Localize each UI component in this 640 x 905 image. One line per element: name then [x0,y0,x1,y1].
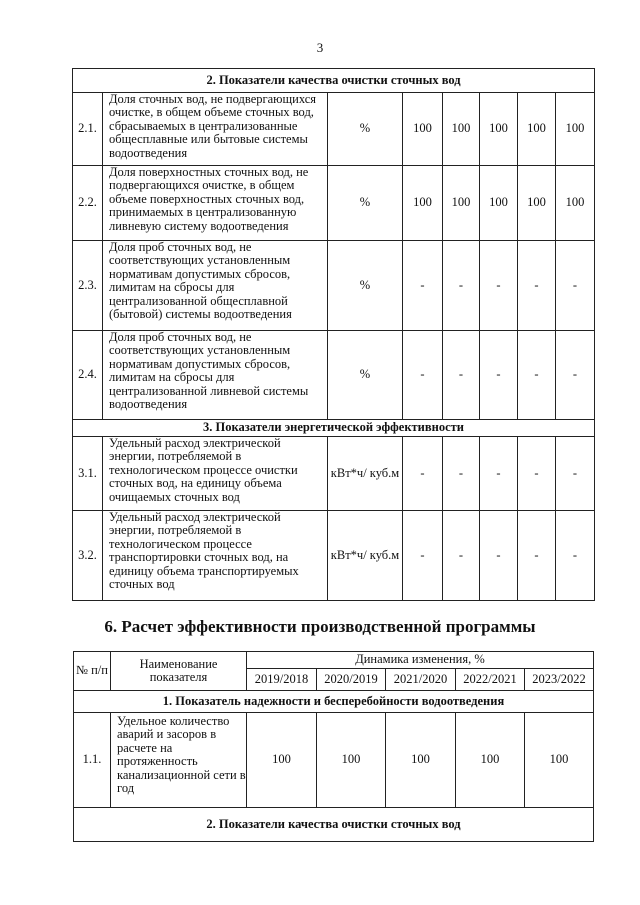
row-unit: кВт*ч/ куб.м [328,437,403,511]
row-value: - [518,437,556,511]
row-value: - [480,241,518,331]
row-value: - [556,511,595,601]
row-unit: кВт*ч/ куб.м [328,511,403,601]
row-value: - [403,437,443,511]
row-number: 3.1. [73,437,103,511]
table-row [73,437,595,511]
row-number: 2.4. [73,331,103,420]
header-year: 2021/2020 [386,669,456,691]
row-number: 2.2. [73,166,103,241]
row-value: - [443,437,480,511]
row-description: Доля поверхностных сточных вод, не подвергающихся очистке, в общем объеме поверхностных сточных вод, принимаемых в централизованную ливневую систему водоотведения [103,166,328,241]
row-description: Доля сточных вод, не подвергающихся очистке, в общем объеме сточных вод, сбрасываемых в централизованные общесплавные или бытовые системы водоотведения [103,93,328,166]
table-row [73,93,595,166]
header-year: 2023/2022 [525,669,594,691]
indicators-table [72,68,595,601]
header-name: Наименование показателя [111,652,247,691]
row-unit: % [328,166,403,241]
row-value: 100 [480,166,518,241]
row-value: 100 [403,93,443,166]
section-6-title: 6. Расчет эффективности производственной программы [104,617,536,636]
row-value: 100 [456,713,525,808]
row-value: 100 [443,166,480,241]
row-value: - [518,331,556,420]
row-value: 100 [317,713,386,808]
header-number: № п/п [74,652,111,691]
header-year: 2022/2021 [456,669,525,691]
row-description: Удельное количество аварий и засоров в расчете на протяженность канализационной сети в год [111,713,247,808]
section-2-header: 2. Показатели качества очистки сточных вод [74,808,594,842]
table-row [73,511,595,601]
row-value: - [518,241,556,331]
row-value: - [518,511,556,601]
row-value: - [480,511,518,601]
row-value: - [403,331,443,420]
row-value: - [443,241,480,331]
row-value: - [403,241,443,331]
row-value: 100 [443,93,480,166]
row-value: 100 [518,93,556,166]
header-dynamics: Динамика изменения, % [247,652,594,669]
row-value: 100 [556,166,595,241]
table-row [73,331,595,420]
row-value: - [480,331,518,420]
row-unit: % [328,331,403,420]
table-row [74,713,594,808]
table-row [73,241,595,331]
row-description: Удельный расход электрической энергии, потребляемой в технологическом процессе очистки сточных вод, на единицу объема очищаемых сточных вод [103,437,328,511]
section-1-header: 1. Показатель надежности и бесперебойности водоотведения [74,691,594,713]
row-value: 100 [247,713,317,808]
header-year: 2020/2019 [317,669,386,691]
row-number: 2.1. [73,93,103,166]
row-value: - [480,437,518,511]
row-number: 1.1. [74,713,111,808]
row-value: 100 [518,166,556,241]
row-number: 2.3. [73,241,103,331]
row-value: 100 [403,166,443,241]
row-value: 100 [386,713,456,808]
row-number: 3.2. [73,511,103,601]
row-value: 100 [556,93,595,166]
table-row [73,166,595,241]
efficiency-table [73,651,594,842]
row-value: - [556,331,595,420]
row-value: 100 [480,93,518,166]
page-number: 3 [316,40,324,55]
row-value: - [403,511,443,601]
section-3-header: 3. Показатели энергетической эффективности [73,420,595,437]
row-unit: % [328,241,403,331]
row-value: 100 [525,713,594,808]
row-description: Доля проб сточных вод, не соответствующих установленным нормативам допустимых сбросов, лимитам на сбросы для централизованной общесплавной (бытовой) системы водоотведения [103,241,328,331]
row-value: - [556,437,595,511]
header-year: 2019/2018 [247,669,317,691]
row-description: Удельный расход электрической энергии, потребляемой в технологическом процессе транспортировки сточных вод, на единицу объема транспортируемых сточных вод [103,511,328,601]
row-unit: % [328,93,403,166]
row-value: - [556,241,595,331]
row-value: - [443,511,480,601]
row-description: Доля проб сточных вод, не соответствующих установленным нормативам допустимых сбросов, лимитам на сбросы для централизованной ливневой системы водоотведения [103,331,328,420]
section-2-header: 2. Показатели качества очистки сточных вод [73,69,595,93]
row-value: - [443,331,480,420]
